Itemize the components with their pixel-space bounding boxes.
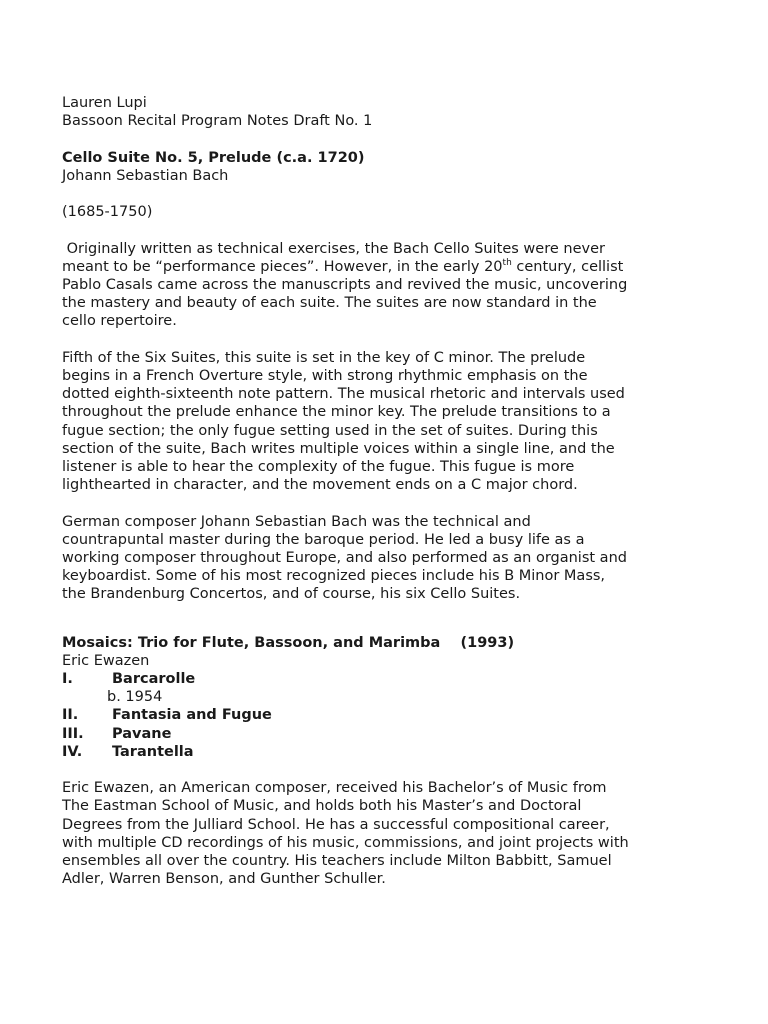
piece2-composer: Eric Ewazen: [62, 652, 150, 669]
text-segment: century, cellist: [511, 258, 624, 275]
movement-number: IV.: [62, 743, 83, 760]
paragraph-line: working composer throughout Europe, and also performed as an organist and: [62, 550, 627, 566]
paragraph-line: ensembles all over the country. His teachers include Milton Babbitt, Samuel: [62, 853, 612, 870]
ordinal-superscript: th: [502, 257, 512, 268]
paragraph-line: Degrees from the Julliard School. He has a successful compositional career,: [62, 816, 610, 833]
paragraph-line: German composer Johann Sebastian Bach was the technical and: [62, 513, 531, 530]
movement-title: Fantasia and Fugue: [112, 707, 272, 724]
paragraph-line: Fifth of the Six Suites, this suite is set in the key of C minor. The prelude: [62, 349, 586, 366]
movement-item: [62, 743, 662, 761]
paragraph-line: with multiple CD recordings of his music, commissions, and joint projects with: [62, 834, 629, 851]
paragraph-line: section of the suite, Bach writes multiple voices within a single line, and the: [62, 440, 615, 457]
movement-title: Pavane: [112, 725, 172, 742]
piece2-paragraph-1: [62, 779, 662, 888]
text-segment: meant to be “performance pieces”. However, in the early 20: [62, 258, 503, 275]
piece2-title: Mosaics: Trio for Flute, Bassoon, and Marimba (1993): [62, 634, 515, 651]
paragraph-line: the mastery and beauty of each suite. The suites are now standard in the: [62, 295, 597, 312]
document-title: Bassoon Recital Program Notes Draft No. 1: [62, 113, 373, 130]
piece1-paragraph-2: [62, 349, 662, 495]
document-body: [62, 94, 662, 888]
movement-item: [62, 706, 662, 724]
paragraph-line: Eric Ewazen, an American composer, received his Bachelor’s of Music from: [62, 780, 607, 797]
paragraph-line: countrapuntal master during the baroque period. He led a busy life as a: [62, 531, 585, 548]
piece1-paragraph-1: [62, 240, 662, 331]
paragraph-line: cello repertoire.: [62, 313, 177, 330]
paragraph-line: begins in a French Overture style, with strong rhythmic emphasis on the: [62, 367, 588, 384]
movement-number: III.: [62, 725, 84, 742]
paragraph-line: Adler, Warren Benson, and Gunther Schuller.: [62, 871, 386, 888]
paragraph-line: The Eastman School of Music, and holds both his Master’s and Doctoral: [62, 798, 582, 815]
paragraph-line: throughout the prelude enhance the minor key. The prelude transitions to a: [62, 404, 611, 421]
piece1-dates: (1685-1750): [62, 204, 153, 221]
paragraph-line: Pablo Casals came across the manuscripts and revived the music, uncovering: [62, 276, 628, 293]
paragraph-line: the Brandenburg Concertos, and of course, his six Cello Suites.: [62, 586, 521, 603]
paragraph-line: listener is able to hear the complexity of the fugue. This fugue is more: [62, 459, 575, 475]
paragraph-line: lighthearted in character, and the movement ends on a C major chord.: [62, 477, 578, 494]
movement-item: [62, 725, 662, 743]
paragraph-line: keyboardist. Some of his most recognized pieces include his B Minor Mass,: [62, 568, 606, 585]
piece1-paragraph-3: [62, 513, 662, 604]
paragraph-line: [62, 258, 662, 276]
piece1-composer: Johann Sebastian Bach: [62, 167, 229, 184]
piece2-birth: b. 1954: [107, 689, 163, 706]
movement-number: II.: [62, 707, 79, 724]
movement-item: [62, 670, 662, 688]
paragraph-line: fugue section; the only fugue setting used in the set of suites. During this: [62, 422, 598, 439]
movement-number: I.: [62, 671, 73, 688]
piece1-title: Cello Suite No. 5, Prelude (c.a. 1720): [62, 149, 365, 166]
movement-title: Tarantella: [112, 743, 194, 760]
movement-title: Barcarolle: [112, 671, 196, 688]
paragraph-line: dotted eighth-sixteenth note pattern. The musical rhetoric and intervals used: [62, 386, 625, 403]
author-name: Lauren Lupi: [62, 95, 147, 111]
paragraph-line: Originally written as technical exercises, the Bach Cello Suites were never: [62, 240, 605, 257]
